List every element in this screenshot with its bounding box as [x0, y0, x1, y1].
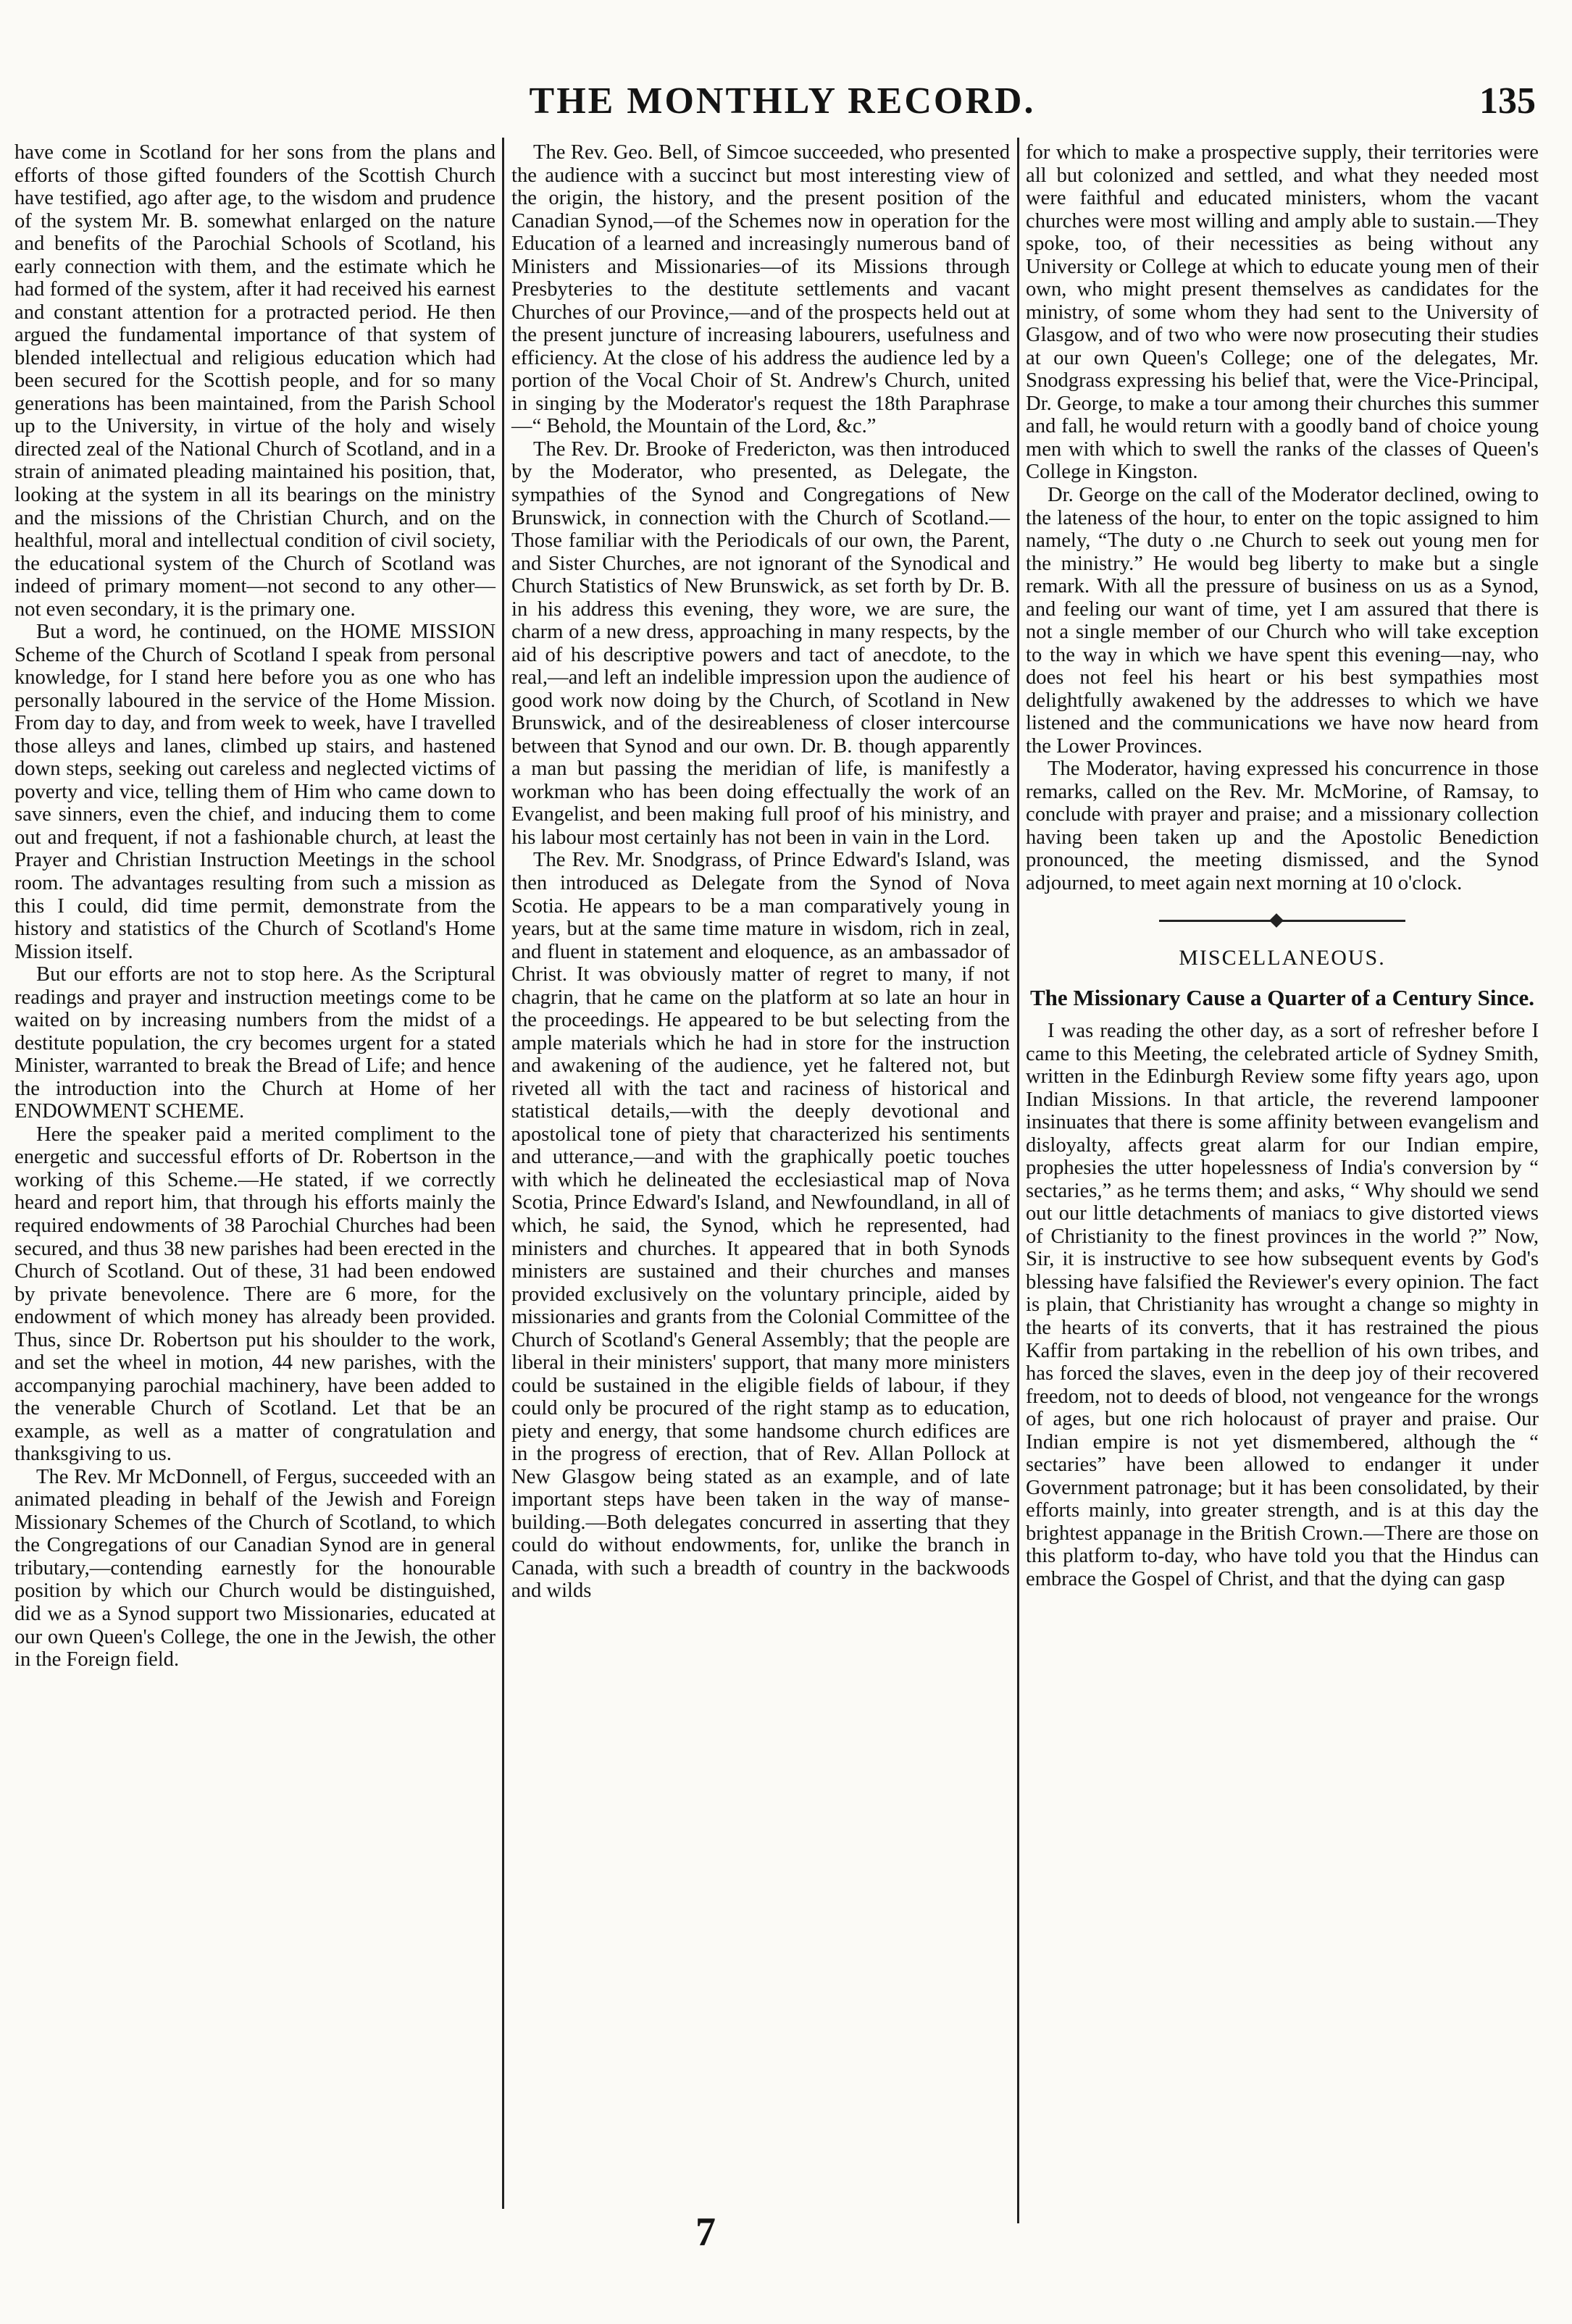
section-heading: MISCELLANEOUS. — [1179, 945, 1386, 970]
article-title: The Missionary Cause a Quarter of a Century Since. — [1029, 984, 1535, 1010]
column-rule — [502, 138, 504, 2209]
printer-signature-mark: 7 — [695, 2210, 716, 2254]
paragraph: The Rev. Mr McDonnell, of Fergus, succeeded with an animated pleading in behalf of the Jewish and Foreign Missionary Schemes of the Church of Scotland, to which the Congregations of our Canadian Synod are in general tributary,—contending earnestly for the honourable position by which our Church would be distinguished, did we as a Synod support two Missionaries, educated at our own Queen's College, the one in the Jewish, the other in the Foreign field. — [14, 1465, 496, 1671]
column-1 — [14, 141, 496, 1671]
paragraph: But our efforts are not to stop here. As the Scriptural readings and prayer and instruction meetings come to be waited on by increasing numbers from the midst of a destitute population, the cry becomes urgent for a stated Minister, warranted to break the Bread of Life; and hence the introduction into the Church at Home of her ENDOWMENT SCHEME. — [14, 963, 496, 1123]
publication-title: THE MONTHLY RECORD. — [529, 80, 1036, 122]
paragraph: I was reading the other day, as a sort of refresher before I came to this Meeting, the celebrated article of Sydney Smith, written in the Edinburgh Review some fifty years ago, upon Indian Missions. In that article, the reverend lampooner insinuates that there is some affinity between evangelism and disloyalty, affects great alarm for our Indian empire, prophesies the utter hopelessness of India's conversion by “ sectaries,” as he terms them; and asks, “ Why should we send out our little detachments of maniacs to give distorted views of Christianity to the finest provinces in the world ?” Now, Sir, it is instructive to see how subsequent events by God's blessing have falsified the Reviewer's every opinion. The fact is plain, that Christianity has wrought a change so mighty in the hearts of its converts, that it has restrained the pious Kaffir from partaking in the rebellion of his own tribes, and has forced the slaves, even in the deep joy of their recovered freedom, not to deeds of blood, not vengeance for the wrongs of ages, but one rich holocaust of prayer and praise. Our Indian empire is not yet dismembered, although the “ sectaries” have been allowed to endanger it under Government patronage; but it has been consolidated, by their efforts mainly, into greater strength, and is at this day the brightest appanage in the British Crown.—There are those on this platform to-day, who have told you that the Hindus can embrace the Gospel of Christ, and that the dying can gasp — [1026, 1020, 1539, 1590]
paragraph: for which to make a prospective supply, their territories were all but colonized and settled, and what they needed most were faithful and educated ministers, whom the vacant churches were most willing and amply able to sustain.—They spoke, too, of their necessities as being without any University or College at which to educate young men of their own, who might present themselves as candidates for the ministry, of some whom they had sent to the University of Glasgow, and of two who were now prosecuting their studies at our own Queen's College; one of the delegates, Mr. Snodgrass expressing his belief that, were the Vice-Principal, Dr. George, to make a tour among their churches this summer and fall, he would return with a goodly band of choice young men with which to swell the ranks of the classes of Queen's College in Kingston. — [1026, 141, 1539, 484]
paragraph: Here the speaker paid a merited compliment to the energetic and successful efforts of Dr. Robertson in the working of this Scheme.—He stated, if we correctly heard and report him, that through his efforts mainly the required endowments of 38 Parochial Churches had been secured, and thus 38 new parishes had been erected in the Church of Scotland. Out of these, 31 had been endowed by private benevolence. There are 6 more, for the endowment of which money has already been provided. Thus, since Dr. Robertson put his shoulder to the work, and set the wheel in motion, 44 new parishes, with the accompanying parochial machinery, have been added to the venerable Church of Scotland. Let that be an example, as well as a matter of congratulation and thanksgiving to us. — [14, 1123, 496, 1466]
divider-diamond-icon — [1269, 913, 1284, 928]
page-number: 135 — [1479, 80, 1536, 122]
paragraph: The Rev. Geo. Bell, of Simcoe succeeded, who presented the audience with a succinct but most interesting view of the origin, the history, and the present position of the Canadian Synod,—of the Schemes now in operation for the Education of a learned and increasingly numerous band of Ministers and Missionaries—of its Missions through Presbyteries to the destitute settlements and vacant Churches of our Province,—and of the prospects held out at the present juncture of increasing labourers, usefulness and efficiency. At the close of his address the audience led by a portion of the Vocal Choir of St. Andrew's Church, united in singing by the Moderator's request the 18th Paraphrase—“ Behold, the Mountain of the Lord, &c.” — [511, 141, 1010, 438]
paragraph: have come in Scotland for her sons from the plans and efforts of those gifted founders of the Scottish Church have testified, ago after age, to the wisdom and prudence of the system Mr. B. somewhat enlarged on the nature and benefits of the Parochial Schools of Scotland, his early connection with them, and the estimate which he had formed of the system, after it had received his earnest and constant attention for a protracted period. He then argued the fundamental importance of that system of blended intellectual and religious education which had been secured for the Scottish people, and for so many generations has been maintained, from the Parish School up to the University, in virtue of the holy and wisely directed zeal of the National Church of Scotland, and in a strain of animated pleading maintained his position, that, looking at the system in all its bearings on the ministry and the missions of the Christian Church, and on the healthful, moral and intellectual condition of civil society, the educational system of the Church of Scotland was indeed of primary moment—not second to any other—not even secondary, it is the primary one. — [14, 141, 496, 621]
paragraph: But a word, he continued, on the HOME MISSION Scheme of the Church of Scotland I speak from personal knowledge, for I stand here before you as one who has personally laboured in the service of the Home Mission. From day to day, and from week to week, have I travelled those alleys and lanes, climbed up stairs, and hastened down steps, seeking out careless and neglected victims of poverty and vice, telling them of Him who came down to save sinners, even the chief, and inducing them to come out and frequent, if not a fashionable church, at least the Prayer and Christian Instruction Meetings in the school room. The advantages resulting from such a mission as this I could, did time permit, demonstrate from the history and statistics of the Church of Scotland's Home Mission itself. — [14, 621, 496, 963]
paragraph: The Moderator, having expressed his concurrence in those remarks, called on the Rev. Mr. McMorine, of Ramsay, to conclude with prayer and praise; and a missionary collection having been taken up and the Apostolic Benediction pronounced, the meeting dismissed, and the Synod adjourned, to meet again next morning at 10 o'clock. — [1026, 758, 1539, 894]
paragraph: The Rev. Dr. Brooke of Fredericton, was then introduced by the Moderator, who presented, as Delegate, the sympathies of the Synod and Congregations of New Brunswick, in connection with the Church of Scotland.—Those familiar with the Periodicals of our own, the Parent, and Sister Churches, are not ignorant of the Synodical and Church Statistics of New Brunswick, as set forth by Dr. B. in his address this evening, they wore, we are sure, the charm of a new dress, approaching in many respects, by the aid of his descriptive powers and tact of anecdote, to the real,—and left an indelible impression upon the audience of good work now doing by the Church, of Scotland in New Brunswick, and of the desireableness of closer intercourse between that Synod and our own. Dr. B. though apparently a man but passing the meridian of life, is manifestly a workman who has been doing effectually the work of an Evangelist, and been making full proof of his ministry, and his labour most certainly has not been in vain in the Lord. — [511, 437, 1010, 849]
paragraph: Dr. George on the call of the Moderator declined, owing to the lateness of the hour, to enter on the topic assigned to him namely, “The duty o .ne Church to seek out young men for the ministry.” He would beg liberty to make but a single remark. With all the pressure of business on us as a Synod, and feeling our want of time, yet I am assured that there is not a single member of our Church who will take exception to the way in which we have spent this evening—nay, who does not feel his heart or his best sympathies most delightfully awakened by the addresses to which we have listened and the communications we have now heard from the Lower Provinces. — [1026, 483, 1539, 758]
column-rule — [1017, 138, 1019, 2223]
column-3 — [1026, 141, 1539, 1590]
paragraph: The Rev. Mr. Snodgrass, of Prince Edward's Island, was then introduced as Delegate from the Synod of Nova Scotia. He appears to be a man comparatively young in years, but at the same time mature in wisdom, rich in zeal, and fluent in statement and eloquence, as an ambassador of Christ. It was obviously matter of regret to many, if not chagrin, that he came on the platform at so late an hour in the proceedings. He appeared to be but selecting from the ample materials which he had in store for the instruction and awakening of the audience, yet he faltered not, but riveted all with the tact and raciness of historical and statistical details,—with the deeply devotional and apostolical tone of piety that characterized his sentiments and utterance,—and with the graphically poetic touches with which he delineated the ecclesiastical map of Nova Scotia, Prince Edward's Island, and Newfoundland, in all of which, he said, the Synod, which he represented, had ministers and churches. It appeared that in both Synods ministers are sustained and their churches and manses provided exclusively on the voluntary principle, aided by missionaries and grants from the Colonial Committee of the Church of Scotland's General Assembly; that the people are liberal in their ministers' support, that many more ministers could be sustained in the eligible fields of labour, if they could only be procured of the right stamp as to education, piety and energy, that some handsome church edifices are in the progress of erection, that of Rev. Allan Pollock at New Glasgow being stated as an example, and of late important steps have been taken in the way of manse-building.—Both delegates concurred in asserting that they could do without endowments, for, unlike the branch in Canada, with such a breadth of country in the backwoods and wilds — [511, 849, 1010, 1603]
ornamental-divider — [1159, 914, 1405, 927]
column-2 — [511, 141, 1010, 1603]
page-header — [14, 80, 1550, 138]
